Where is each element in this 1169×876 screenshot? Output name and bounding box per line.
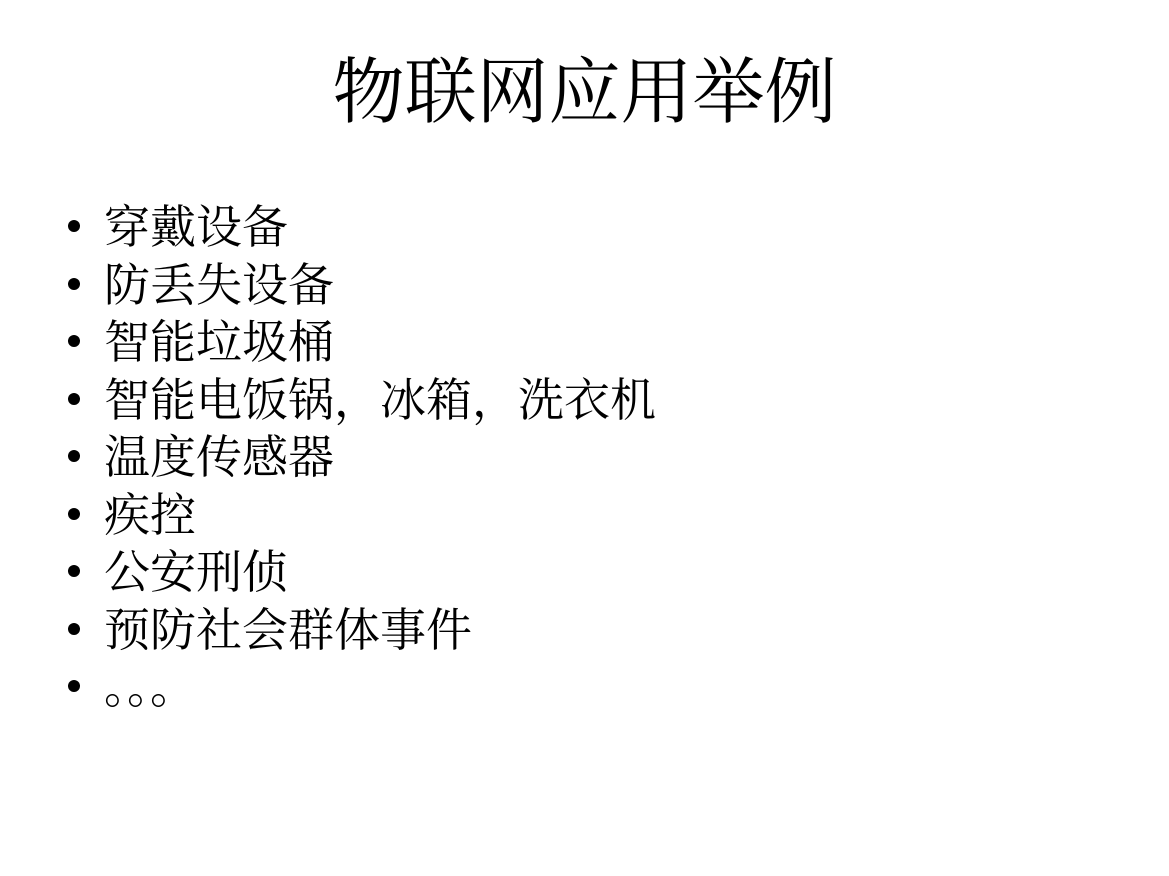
- bullet-text: 智能垃圾桶: [104, 317, 334, 368]
- bullet-text: 公安刑侦: [104, 547, 288, 598]
- list-item: [68, 659, 1088, 717]
- slide-title: 物联网应用举例: [332, 53, 837, 133]
- bullet-text: 。。。: [104, 662, 196, 713]
- bullet-text: 疾控: [104, 489, 196, 541]
- bullet-icon: [68, 680, 80, 692]
- list-item: [68, 487, 1088, 545]
- bullet-icon: [68, 508, 80, 520]
- bullet-text: 预防社会群体事件: [104, 604, 472, 656]
- bullet-list: [68, 199, 1088, 717]
- bullet-icon: [68, 623, 80, 635]
- list-item: [68, 199, 1088, 257]
- list-item: [68, 429, 1088, 487]
- list-item: [68, 314, 1088, 372]
- bullet-text: 温度传感器: [104, 432, 334, 483]
- bullet-icon: [68, 450, 80, 462]
- bullet-icon: [68, 393, 80, 405]
- bullet-text: 智能电饭锅，冰箱，洗衣机: [104, 374, 656, 426]
- list-item: [68, 257, 1088, 315]
- list-item: [68, 372, 1088, 430]
- bullet-text: 穿戴设备: [104, 202, 288, 253]
- bullet-icon: [68, 565, 80, 577]
- bullet-icon: [68, 220, 80, 232]
- bullet-icon: [68, 278, 80, 290]
- list-item: [68, 602, 1088, 660]
- list-item: [68, 544, 1088, 602]
- bullet-icon: [68, 335, 80, 347]
- bullet-text: 防丢失设备: [104, 259, 334, 311]
